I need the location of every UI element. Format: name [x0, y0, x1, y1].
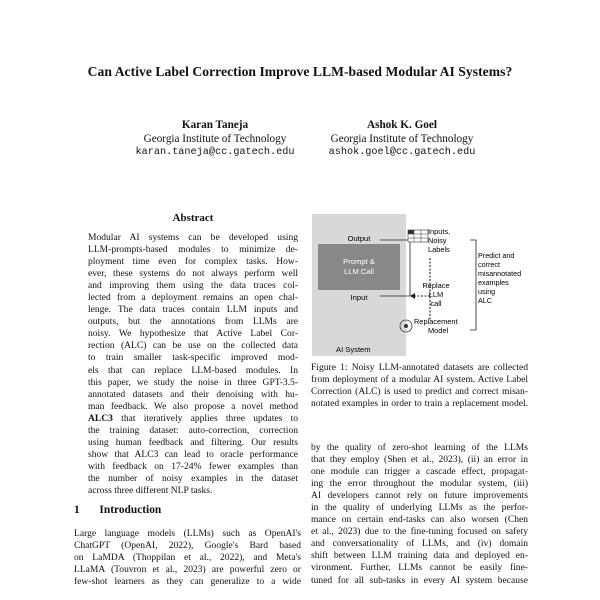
- author-2-affiliation: Georgia Institute of Technology: [330, 133, 474, 145]
- intro-line: Large language models (LLMs) such as OpenAI's: [74, 528, 301, 539]
- intro-line: few-shot learners as they can generalize to a wide: [74, 576, 301, 588]
- abstract-line: using human feedback and filtering. Our results: [88, 436, 298, 448]
- replace-label-3: call: [430, 299, 442, 308]
- dataset-table-icon: [408, 230, 428, 242]
- abstract-heading: Abstract: [172, 212, 214, 224]
- input-label: Input: [350, 293, 368, 302]
- figure-caption: [311, 362, 528, 410]
- intro-body: [74, 528, 301, 588]
- section-number: 1: [74, 504, 80, 516]
- intro-line: on LaMDA (Thoppilan et al., 2022), and Meta's: [74, 552, 301, 564]
- author-2: [314, 118, 490, 160]
- abstract-line: annotated datasets and their denoising with hu-: [88, 388, 298, 400]
- predict-label-6: ALC: [478, 296, 492, 305]
- caption-line: Correction (ALC) is used to predict and correct misan-: [311, 386, 528, 398]
- abstract-line: rection (ALC) can be use on the collected data: [88, 340, 298, 352]
- predict-label-1: Predict and: [478, 251, 515, 260]
- abstract-line: Modular AI systems can be developed using: [88, 232, 298, 243]
- abstract-line: ployment time even for complex tasks. How-: [88, 256, 298, 268]
- abstract-line: to train smaller task-specific improved mod-: [88, 352, 298, 364]
- abstract-line: lenge. The data traces contain LLM inputs and: [88, 304, 298, 316]
- abstract-line: this paper, we study the noise in three GPT-3.5-: [88, 376, 298, 388]
- ai-system-label: AI System: [336, 345, 371, 354]
- inputs-label-1: Inputs,: [428, 227, 451, 236]
- abstract-line: with feedback on 17-24% fewer examples than: [88, 460, 298, 472]
- module-label-1: Prompt &: [343, 257, 375, 266]
- replace-label-2: LLM: [428, 290, 444, 299]
- body-line: and conversationality of LLMs, and (iv) domain: [311, 538, 528, 550]
- author-1: [130, 118, 300, 160]
- predict-label-2: correct: [478, 260, 500, 269]
- abstract-line: show that ALC3 can lead to oracle performance: [88, 448, 298, 460]
- abstract-line: LLM-prompts-based modules to minimize de-: [88, 244, 298, 256]
- author-2-email: ashok.goel@cc.gatech.edu: [328, 147, 476, 158]
- figure-1: [310, 210, 530, 360]
- section-heading: [74, 504, 161, 516]
- body-line: that they employ (Shen et al., 2023), (ii) an error in: [311, 454, 528, 466]
- replacement-label-2: Model: [428, 326, 449, 335]
- abstract-line: outputs, but the annotations from LLMs are: [88, 316, 298, 328]
- body-line: in the quality of underlying LLMs as the perfor-: [311, 502, 528, 514]
- body-line: AI developers cannot rely on future improvements: [311, 490, 528, 502]
- body-line: et al., 2023) due to the fine-tuning focused on safety: [311, 526, 528, 538]
- body-line: one module can trigger a cascade effect, propagat-: [311, 466, 528, 478]
- predict-label-4: examples: [478, 278, 509, 287]
- author-1-email: karan.taneja@cc.gatech.edu: [135, 147, 295, 158]
- intro-line: LLaMA (Touvron et al., 2023) are powerful zero or: [74, 564, 301, 576]
- author-1-affiliation: Georgia Institute of Technology: [143, 133, 287, 145]
- intro-line: ChatGPT (OpenAI, 2022), Google's Bard based: [74, 540, 301, 552]
- body-line: mance on certain end-tasks can also worsen (Chen: [311, 514, 528, 526]
- body-line: vironment. Further, LLMs cannot be easily fine-: [311, 562, 528, 574]
- body-line: by the quality of zero-shot learning of the LLMs: [311, 442, 528, 453]
- paper-title: Can Active Label Correction Improve LLM-based Modular AI Systems?: [87, 64, 513, 79]
- right-column-body: [311, 442, 528, 587]
- abstract-line: ALC3 that iteratively applies three updates to: [88, 412, 298, 424]
- predict-label-3: misannotated: [478, 269, 522, 278]
- body-line: ing the error throughout the modular system, (iii): [311, 478, 528, 490]
- abstract-line: the number of noisy examples in the dataset: [88, 472, 298, 484]
- section-title: Introduction: [99, 504, 162, 516]
- body-line: tuned for all sub-tasks in every AI system because: [311, 574, 528, 586]
- abstract-body: [88, 232, 298, 497]
- caption-line: notated examples in order to train a replacement model.: [311, 398, 528, 410]
- caption-line: Figure 1: Noisy LLM-annotated datasets are collected: [311, 362, 528, 373]
- output-label: Output: [347, 234, 371, 243]
- abstract-line: noisy. We hypothesize that Active Label Cor-: [88, 328, 298, 340]
- inputs-label-2: Noisy: [428, 236, 447, 245]
- author-2-name: Ashok K. Goel: [367, 119, 437, 131]
- body-line: shift between LLM training data and deployed en-: [311, 550, 528, 562]
- abstract-line: els that can replace LLM-based modules. In: [88, 364, 298, 376]
- caption-line: from deployment of a modular AI system. Active Label: [311, 374, 528, 386]
- abstract-line: man feedback. We also propose a novel method: [88, 400, 298, 412]
- abstract-line: lected from a deployment remains an open chal-: [88, 292, 298, 304]
- abstract-line: across three different NLP tasks.: [88, 484, 213, 496]
- abstract-line: ever, these systems do not always perform well: [88, 268, 298, 280]
- predict-label-5: using: [478, 287, 496, 296]
- inputs-label-3: Labels: [428, 245, 450, 254]
- abstract-line: and improving them using the data traces col-: [88, 280, 298, 292]
- author-1-name: Karan Taneja: [181, 119, 249, 131]
- replacement-label-1: Replacement: [414, 317, 458, 326]
- module-label-2: LLM Call: [344, 267, 374, 276]
- replace-label-1: Replace: [422, 281, 450, 290]
- abstract-line: the training dataset: auto-correction, correction: [88, 424, 298, 436]
